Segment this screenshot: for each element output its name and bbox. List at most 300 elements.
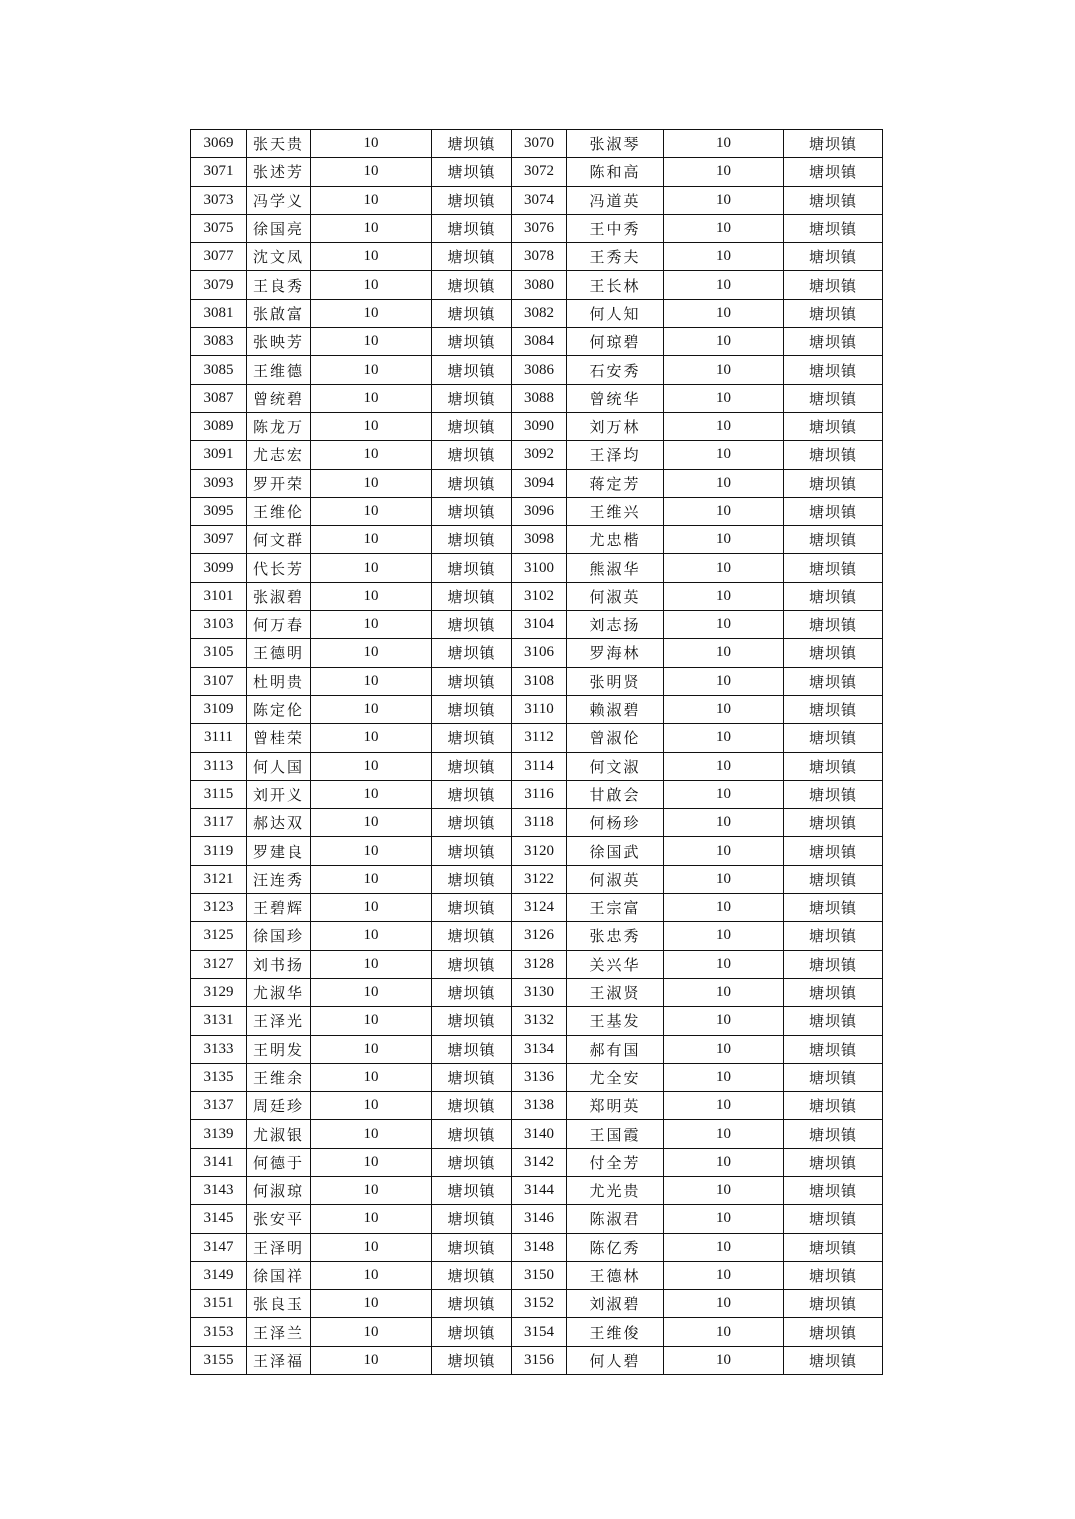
person-name-cell: 张明贤 (567, 667, 664, 695)
person-name-cell: 尤志宏 (247, 441, 311, 469)
town-name-cell: 塘坝镇 (432, 837, 512, 865)
person-name-cell: 杜明贵 (247, 667, 311, 695)
amount-cell: 10 (664, 1261, 784, 1289)
town-name-cell: 塘坝镇 (784, 724, 883, 752)
record-number-cell: 3132 (512, 1007, 567, 1035)
table-row (191, 1261, 883, 1289)
record-number-cell: 3110 (512, 695, 567, 723)
person-name-cell: 郑明英 (567, 1092, 664, 1120)
amount-cell: 10 (311, 384, 432, 412)
amount-cell: 10 (664, 1205, 784, 1233)
record-number-cell: 3127 (191, 950, 247, 978)
record-number-cell: 3123 (191, 894, 247, 922)
table-row (191, 299, 883, 327)
record-number-cell: 3111 (191, 724, 247, 752)
record-number-cell: 3072 (512, 158, 567, 186)
person-name-cell: 王泽兰 (247, 1318, 311, 1346)
amount-cell: 10 (664, 1290, 784, 1318)
table-row (191, 950, 883, 978)
amount-cell: 10 (664, 639, 784, 667)
person-name-cell: 沈文凤 (247, 243, 311, 271)
record-number-cell: 3137 (191, 1092, 247, 1120)
amount-cell: 10 (311, 1007, 432, 1035)
table-row (191, 214, 883, 242)
town-name-cell: 塘坝镇 (784, 922, 883, 950)
town-name-cell: 塘坝镇 (432, 1261, 512, 1289)
town-name-cell: 塘坝镇 (784, 328, 883, 356)
record-number-cell: 3144 (512, 1176, 567, 1204)
record-number-cell: 3083 (191, 328, 247, 356)
town-name-cell: 塘坝镇 (784, 950, 883, 978)
record-number-cell: 3148 (512, 1233, 567, 1261)
record-number-cell: 3099 (191, 554, 247, 582)
person-name-cell: 王德林 (567, 1261, 664, 1289)
record-number-cell: 3076 (512, 214, 567, 242)
amount-cell: 10 (664, 837, 784, 865)
town-name-cell: 塘坝镇 (784, 1176, 883, 1204)
town-name-cell: 塘坝镇 (432, 894, 512, 922)
amount-cell: 10 (664, 412, 784, 440)
person-name-cell: 曾统碧 (247, 384, 311, 412)
person-name-cell: 张映芳 (247, 328, 311, 356)
amount-cell: 10 (311, 554, 432, 582)
person-name-cell: 张淑琴 (567, 130, 664, 158)
town-name-cell: 塘坝镇 (432, 865, 512, 893)
record-number-cell: 3097 (191, 526, 247, 554)
person-name-cell: 陈龙万 (247, 412, 311, 440)
amount-cell: 10 (664, 1233, 784, 1261)
amount-cell: 10 (311, 1176, 432, 1204)
person-name-cell: 何人知 (567, 299, 664, 327)
record-number-cell: 3070 (512, 130, 567, 158)
record-number-cell: 3102 (512, 582, 567, 610)
table-row (191, 441, 883, 469)
record-number-cell: 3105 (191, 639, 247, 667)
amount-cell: 10 (311, 526, 432, 554)
town-name-cell: 塘坝镇 (432, 328, 512, 356)
town-name-cell: 塘坝镇 (432, 639, 512, 667)
amount-cell: 10 (664, 1176, 784, 1204)
person-name-cell: 王淑贤 (567, 978, 664, 1006)
table-row (191, 271, 883, 299)
record-number-cell: 3085 (191, 356, 247, 384)
amount-cell: 10 (664, 611, 784, 639)
town-name-cell: 塘坝镇 (432, 1092, 512, 1120)
town-name-cell: 塘坝镇 (784, 1318, 883, 1346)
amount-cell: 10 (311, 1092, 432, 1120)
person-name-cell: 尤光贵 (567, 1176, 664, 1204)
person-name-cell: 何人碧 (567, 1346, 664, 1374)
amount-cell: 10 (664, 186, 784, 214)
table-row (191, 328, 883, 356)
amount-cell: 10 (311, 1205, 432, 1233)
town-name-cell: 塘坝镇 (432, 1035, 512, 1063)
person-name-cell: 罗建良 (247, 837, 311, 865)
amount-cell: 10 (664, 356, 784, 384)
person-name-cell: 关兴华 (567, 950, 664, 978)
person-name-cell: 王泽光 (247, 1007, 311, 1035)
person-name-cell: 汪连秀 (247, 865, 311, 893)
person-name-cell: 冯道英 (567, 186, 664, 214)
record-number-cell: 3117 (191, 809, 247, 837)
person-name-cell: 尤淑银 (247, 1120, 311, 1148)
town-name-cell: 塘坝镇 (432, 1205, 512, 1233)
person-name-cell: 王良秀 (247, 271, 311, 299)
record-number-cell: 3090 (512, 412, 567, 440)
town-name-cell: 塘坝镇 (432, 1233, 512, 1261)
table-row (191, 780, 883, 808)
person-name-cell: 王宗富 (567, 894, 664, 922)
record-number-cell: 3069 (191, 130, 247, 158)
table-row (191, 554, 883, 582)
amount-cell: 10 (664, 865, 784, 893)
table-row (191, 412, 883, 440)
table-row (191, 1176, 883, 1204)
record-number-cell: 3071 (191, 158, 247, 186)
record-number-cell: 3087 (191, 384, 247, 412)
person-name-cell: 曾桂荣 (247, 724, 311, 752)
amount-cell: 10 (311, 837, 432, 865)
amount-cell: 10 (311, 1346, 432, 1374)
record-number-cell: 3146 (512, 1205, 567, 1233)
amount-cell: 10 (664, 441, 784, 469)
person-name-cell: 王国霞 (567, 1120, 664, 1148)
person-name-cell: 何杨珍 (567, 809, 664, 837)
town-name-cell: 塘坝镇 (432, 1318, 512, 1346)
amount-cell: 10 (311, 1120, 432, 1148)
town-name-cell: 塘坝镇 (784, 780, 883, 808)
amount-cell: 10 (664, 554, 784, 582)
record-number-cell: 3143 (191, 1176, 247, 1204)
amount-cell: 10 (664, 780, 784, 808)
town-name-cell: 塘坝镇 (432, 1346, 512, 1374)
record-number-cell: 3078 (512, 243, 567, 271)
record-number-cell: 3142 (512, 1148, 567, 1176)
person-name-cell: 尤全安 (567, 1063, 664, 1091)
town-name-cell: 塘坝镇 (784, 1233, 883, 1261)
amount-cell: 10 (311, 922, 432, 950)
table-row (191, 611, 883, 639)
record-number-cell: 3098 (512, 526, 567, 554)
town-name-cell: 塘坝镇 (784, 412, 883, 440)
town-name-cell: 塘坝镇 (784, 1346, 883, 1374)
person-name-cell: 赖淑碧 (567, 695, 664, 723)
amount-cell: 10 (311, 1233, 432, 1261)
person-name-cell: 徐国武 (567, 837, 664, 865)
amount-cell: 10 (311, 667, 432, 695)
person-name-cell: 刘淑碧 (567, 1290, 664, 1318)
person-name-cell: 尤淑华 (247, 978, 311, 1006)
town-name-cell: 塘坝镇 (784, 865, 883, 893)
person-name-cell: 张天贵 (247, 130, 311, 158)
table-row (191, 1318, 883, 1346)
person-name-cell: 曾淑伦 (567, 724, 664, 752)
record-number-cell: 3080 (512, 271, 567, 299)
town-name-cell: 塘坝镇 (432, 1007, 512, 1035)
person-name-cell: 徐国珍 (247, 922, 311, 950)
town-name-cell: 塘坝镇 (784, 1035, 883, 1063)
town-name-cell: 塘坝镇 (432, 271, 512, 299)
town-name-cell: 塘坝镇 (432, 186, 512, 214)
amount-cell: 10 (311, 695, 432, 723)
amount-cell: 10 (311, 243, 432, 271)
record-number-cell: 3092 (512, 441, 567, 469)
person-name-cell: 张述芳 (247, 158, 311, 186)
town-name-cell: 塘坝镇 (432, 809, 512, 837)
person-name-cell: 王泽福 (247, 1346, 311, 1374)
town-name-cell: 塘坝镇 (432, 412, 512, 440)
town-name-cell: 塘坝镇 (784, 1063, 883, 1091)
record-number-cell: 3147 (191, 1233, 247, 1261)
person-name-cell: 何文淑 (567, 752, 664, 780)
person-name-cell: 陈和高 (567, 158, 664, 186)
amount-cell: 10 (311, 582, 432, 610)
person-name-cell: 王泽均 (567, 441, 664, 469)
person-name-cell: 刘万林 (567, 412, 664, 440)
record-number-cell: 3154 (512, 1318, 567, 1346)
record-number-cell: 3135 (191, 1063, 247, 1091)
record-number-cell: 3150 (512, 1261, 567, 1289)
record-number-cell: 3116 (512, 780, 567, 808)
record-number-cell: 3131 (191, 1007, 247, 1035)
table-row (191, 1233, 883, 1261)
record-number-cell: 3145 (191, 1205, 247, 1233)
record-number-cell: 3101 (191, 582, 247, 610)
person-name-cell: 张啟富 (247, 299, 311, 327)
amount-cell: 10 (664, 469, 784, 497)
person-name-cell: 周廷珍 (247, 1092, 311, 1120)
amount-cell: 10 (311, 412, 432, 440)
town-name-cell: 塘坝镇 (784, 1092, 883, 1120)
amount-cell: 10 (311, 1063, 432, 1091)
person-name-cell: 张良玉 (247, 1290, 311, 1318)
town-name-cell: 塘坝镇 (432, 950, 512, 978)
record-number-cell: 3119 (191, 837, 247, 865)
amount-cell: 10 (664, 526, 784, 554)
record-number-cell: 3103 (191, 611, 247, 639)
person-name-cell: 熊淑华 (567, 554, 664, 582)
town-name-cell: 塘坝镇 (784, 1148, 883, 1176)
amount-cell: 10 (311, 752, 432, 780)
record-number-cell: 3153 (191, 1318, 247, 1346)
amount-cell: 10 (664, 1007, 784, 1035)
amount-cell: 10 (311, 1290, 432, 1318)
person-name-cell: 张淑碧 (247, 582, 311, 610)
record-number-cell: 3128 (512, 950, 567, 978)
person-name-cell: 代长芳 (247, 554, 311, 582)
person-name-cell: 王长林 (567, 271, 664, 299)
amount-cell: 10 (311, 356, 432, 384)
table-row (191, 526, 883, 554)
record-number-cell: 3114 (512, 752, 567, 780)
town-name-cell: 塘坝镇 (432, 752, 512, 780)
amount-cell: 10 (664, 243, 784, 271)
town-name-cell: 塘坝镇 (784, 441, 883, 469)
town-name-cell: 塘坝镇 (784, 978, 883, 1006)
record-number-cell: 3112 (512, 724, 567, 752)
table-row (191, 695, 883, 723)
town-name-cell: 塘坝镇 (784, 299, 883, 327)
record-number-cell: 3130 (512, 978, 567, 1006)
record-number-cell: 3124 (512, 894, 567, 922)
amount-cell: 10 (311, 497, 432, 525)
record-number-cell: 3107 (191, 667, 247, 695)
person-name-cell: 徐国祥 (247, 1261, 311, 1289)
town-name-cell: 塘坝镇 (432, 1120, 512, 1148)
town-name-cell: 塘坝镇 (784, 894, 883, 922)
table-row (191, 922, 883, 950)
person-name-cell: 何琼碧 (567, 328, 664, 356)
record-number-cell: 3073 (191, 186, 247, 214)
table-row (191, 130, 883, 158)
person-name-cell: 王基发 (567, 1007, 664, 1035)
record-number-cell: 3100 (512, 554, 567, 582)
table-row (191, 497, 883, 525)
person-name-cell: 何万春 (247, 611, 311, 639)
amount-cell: 10 (664, 1063, 784, 1091)
record-number-cell: 3094 (512, 469, 567, 497)
roster-body (191, 130, 883, 1375)
town-name-cell: 塘坝镇 (432, 1148, 512, 1176)
amount-cell: 10 (664, 158, 784, 186)
table-row (191, 667, 883, 695)
record-number-cell: 3095 (191, 497, 247, 525)
record-number-cell: 3084 (512, 328, 567, 356)
person-name-cell: 郝有国 (567, 1035, 664, 1063)
town-name-cell: 塘坝镇 (432, 130, 512, 158)
record-number-cell: 3151 (191, 1290, 247, 1318)
person-name-cell: 王维兴 (567, 497, 664, 525)
town-name-cell: 塘坝镇 (784, 214, 883, 242)
town-name-cell: 塘坝镇 (784, 356, 883, 384)
record-number-cell: 3096 (512, 497, 567, 525)
record-number-cell: 3088 (512, 384, 567, 412)
table-row (191, 186, 883, 214)
table-row (191, 158, 883, 186)
person-name-cell: 何人国 (247, 752, 311, 780)
person-name-cell: 陈定伦 (247, 695, 311, 723)
amount-cell: 10 (311, 1261, 432, 1289)
town-name-cell: 塘坝镇 (784, 752, 883, 780)
amount-cell: 10 (311, 1318, 432, 1346)
amount-cell: 10 (311, 469, 432, 497)
person-name-cell: 何淑英 (567, 865, 664, 893)
table-row (191, 1346, 883, 1374)
amount-cell: 10 (311, 780, 432, 808)
person-name-cell: 陈淑君 (567, 1205, 664, 1233)
record-number-cell: 3122 (512, 865, 567, 893)
amount-cell: 10 (311, 186, 432, 214)
town-name-cell: 塘坝镇 (432, 1176, 512, 1204)
person-name-cell: 王秀夫 (567, 243, 664, 271)
person-name-cell: 王碧辉 (247, 894, 311, 922)
town-name-cell: 塘坝镇 (784, 158, 883, 186)
table-row (191, 837, 883, 865)
person-name-cell: 郝达双 (247, 809, 311, 837)
amount-cell: 10 (311, 865, 432, 893)
person-name-cell: 刘志扬 (567, 611, 664, 639)
record-number-cell: 3113 (191, 752, 247, 780)
record-number-cell: 3134 (512, 1035, 567, 1063)
table-row (191, 1035, 883, 1063)
amount-cell: 10 (664, 299, 784, 327)
record-number-cell: 3109 (191, 695, 247, 723)
town-name-cell: 塘坝镇 (432, 243, 512, 271)
person-name-cell: 何德于 (247, 1148, 311, 1176)
town-name-cell: 塘坝镇 (432, 978, 512, 1006)
record-number-cell: 3074 (512, 186, 567, 214)
amount-cell: 10 (311, 299, 432, 327)
amount-cell: 10 (311, 978, 432, 1006)
table-row (191, 978, 883, 1006)
person-name-cell: 陈亿秀 (567, 1233, 664, 1261)
town-name-cell: 塘坝镇 (784, 695, 883, 723)
table-row (191, 1092, 883, 1120)
table-row (191, 582, 883, 610)
person-name-cell: 王德明 (247, 639, 311, 667)
amount-cell: 10 (664, 950, 784, 978)
town-name-cell: 塘坝镇 (432, 469, 512, 497)
amount-cell: 10 (664, 1318, 784, 1346)
record-number-cell: 3075 (191, 214, 247, 242)
record-number-cell: 3126 (512, 922, 567, 950)
person-name-cell: 罗开荣 (247, 469, 311, 497)
town-name-cell: 塘坝镇 (784, 526, 883, 554)
record-number-cell: 3125 (191, 922, 247, 950)
amount-cell: 10 (664, 667, 784, 695)
record-number-cell: 3104 (512, 611, 567, 639)
town-name-cell: 塘坝镇 (432, 582, 512, 610)
record-number-cell: 3106 (512, 639, 567, 667)
amount-cell: 10 (664, 1346, 784, 1374)
town-name-cell: 塘坝镇 (784, 1007, 883, 1035)
town-name-cell: 塘坝镇 (432, 695, 512, 723)
table-row (191, 1007, 883, 1035)
person-name-cell: 何淑琼 (247, 1176, 311, 1204)
person-name-cell: 付全芳 (567, 1148, 664, 1176)
person-name-cell: 王维俊 (567, 1318, 664, 1346)
town-name-cell: 塘坝镇 (432, 724, 512, 752)
town-name-cell: 塘坝镇 (432, 1063, 512, 1091)
record-number-cell: 3149 (191, 1261, 247, 1289)
town-name-cell: 塘坝镇 (784, 469, 883, 497)
person-name-cell: 罗海林 (567, 639, 664, 667)
town-name-cell: 塘坝镇 (432, 922, 512, 950)
town-name-cell: 塘坝镇 (784, 271, 883, 299)
record-number-cell: 3091 (191, 441, 247, 469)
record-number-cell: 3140 (512, 1120, 567, 1148)
town-name-cell: 塘坝镇 (784, 186, 883, 214)
person-name-cell: 冯学义 (247, 186, 311, 214)
town-name-cell: 塘坝镇 (784, 1120, 883, 1148)
amount-cell: 10 (311, 158, 432, 186)
table-row (191, 724, 883, 752)
town-name-cell: 塘坝镇 (432, 667, 512, 695)
person-name-cell: 张安平 (247, 1205, 311, 1233)
person-name-cell: 王维伦 (247, 497, 311, 525)
town-name-cell: 塘坝镇 (784, 1261, 883, 1289)
town-name-cell: 塘坝镇 (784, 384, 883, 412)
record-number-cell: 3093 (191, 469, 247, 497)
record-number-cell: 3079 (191, 271, 247, 299)
amount-cell: 10 (311, 809, 432, 837)
person-name-cell: 王维德 (247, 356, 311, 384)
town-name-cell: 塘坝镇 (432, 611, 512, 639)
amount-cell: 10 (311, 271, 432, 299)
amount-cell: 10 (664, 1120, 784, 1148)
town-name-cell: 塘坝镇 (784, 1205, 883, 1233)
town-name-cell: 塘坝镇 (784, 554, 883, 582)
